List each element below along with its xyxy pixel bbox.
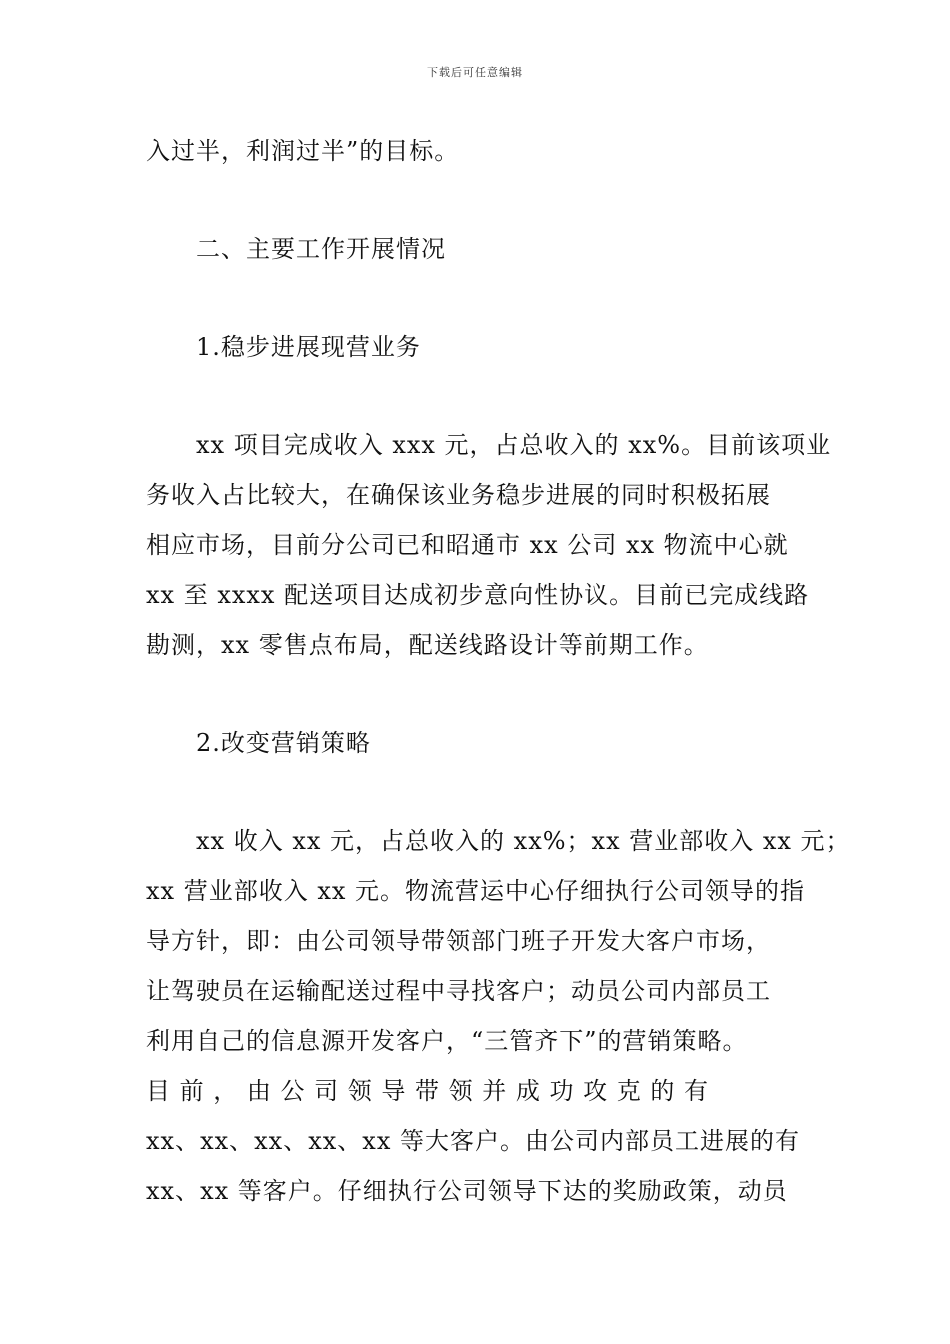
paragraph-line: xx、xx 等客户。仔细执行公司领导下达的奖励政策，动员 bbox=[146, 1177, 788, 1205]
paragraph-line: xx 营业部收入 xx 元。物流营运中心仔细执行公司领导的指 bbox=[146, 877, 806, 905]
document-body bbox=[146, 126, 851, 1216]
paragraph-gap bbox=[146, 372, 806, 420]
paragraph-line: 务收入占比较大，在确保该业务稳步进展的同时积极拓展 bbox=[146, 481, 771, 509]
paragraph-line: 入过半，利润过半”的目标。 bbox=[146, 137, 460, 165]
paragraph-line: 导方针，即：由公司领导带领部门班子开发大客户市场， bbox=[146, 927, 771, 955]
section-heading: 二、主要工作开展情况 bbox=[196, 235, 446, 263]
paragraph-line: 目 前 ， 由 公 司 领 导 带 领 并 成 功 攻 克 的 有 bbox=[146, 1077, 710, 1105]
paragraph-gap bbox=[146, 768, 806, 816]
paragraph-line: xx 项目完成收入 xxx 元，占总收入的 xx%。目前该项业 bbox=[196, 431, 832, 459]
paragraph-line: 相应市场，目前分公司已和昭通市 xx 公司 xx 物流中心就 bbox=[146, 531, 789, 559]
page-header-note: 下载后可任意编辑 bbox=[427, 66, 523, 79]
subsection-heading: 2.改变营销策略 bbox=[196, 729, 371, 757]
paragraph-gap bbox=[146, 670, 806, 718]
paragraph-line: xx 至 xxxx 配送项目达成初步意向性协议。目前已完成线路 bbox=[146, 581, 810, 609]
paragraph-line: 利用自己的信息源开发客户，“三管齐下”的营销策略。 bbox=[146, 1027, 748, 1055]
paragraph-gap bbox=[146, 274, 806, 322]
paragraph-line: xx、xx、xx、xx、xx 等大客户。由公司内部员工进展的有 bbox=[146, 1127, 800, 1155]
paragraph-line: 勘测，xx 零售点布局，配送线路设计等前期工作。 bbox=[146, 631, 709, 659]
subsection-heading: 1.稳步进展现营业务 bbox=[196, 333, 421, 361]
paragraph-line: xx 收入 xx 元，占总收入的 xx%；xx 营业部收入 xx 元； bbox=[196, 827, 851, 855]
paragraph-line: 让驾驶员在运输配送过程中寻找客户；动员公司内部员工 bbox=[146, 977, 771, 1005]
paragraph-gap bbox=[146, 176, 806, 224]
